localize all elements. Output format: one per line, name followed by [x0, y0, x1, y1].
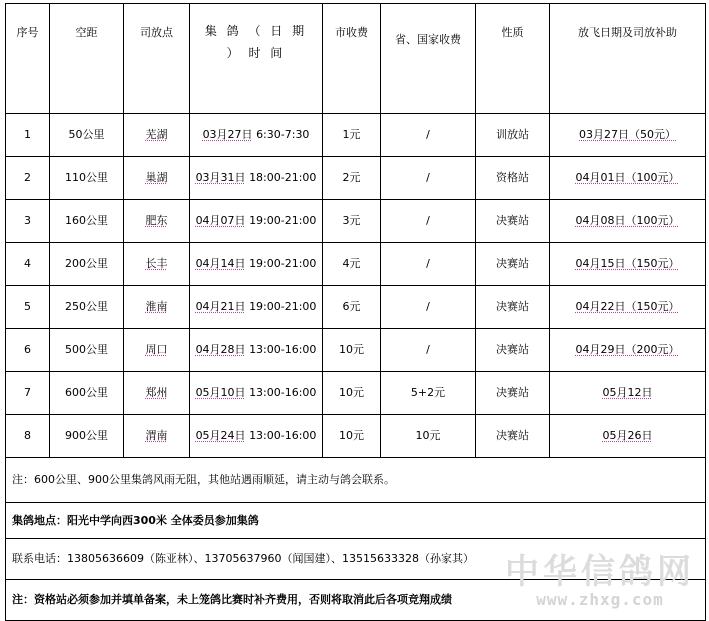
collect-date: 04月14日	[195, 257, 246, 270]
release-point-cell	[124, 243, 190, 286]
release-point-text: 渭南	[145, 429, 168, 442]
table-row	[6, 415, 706, 458]
table-row	[6, 329, 706, 372]
release-point-cell	[124, 200, 190, 243]
note-weather-row	[6, 458, 706, 503]
collect-date: 04月21日	[195, 300, 246, 313]
collect-time: 19:00-21:00	[249, 214, 317, 227]
release-point-cell	[124, 114, 190, 157]
collect-time: 19:00-21:00	[249, 300, 317, 313]
prov-fee-cell: /	[381, 157, 476, 200]
prov-fee-cell: /	[381, 286, 476, 329]
release-point-text: 郑州	[145, 386, 168, 399]
city-fee-cell: 6元	[323, 286, 381, 329]
collect-date: 04月07日	[195, 214, 246, 227]
release-point-text: 长丰	[145, 257, 168, 270]
table-row	[6, 243, 706, 286]
table-row	[6, 157, 706, 200]
header-release-date: 放飞日期及司放补助	[550, 4, 706, 114]
prov-fee-cell: /	[381, 243, 476, 286]
collect-time: 19:00-21:00	[249, 257, 317, 270]
seq-cell: 3	[6, 200, 50, 243]
header-nature: 性质	[476, 4, 550, 114]
release-date-cell	[550, 157, 706, 200]
header-city-fee: 市收费	[323, 4, 381, 114]
distance-cell: 160公里	[50, 200, 124, 243]
release-date-text: 04月22日（150元）	[575, 300, 680, 313]
table-row	[6, 286, 706, 329]
header-distance: 空距	[50, 4, 124, 114]
release-date-text: 04月08日（100元）	[575, 214, 680, 227]
seq-cell: 4	[6, 243, 50, 286]
nature-cell: 训放站	[476, 114, 550, 157]
note-weather: 注：600公里、900公里集鸽风雨无阻，其他站遇雨顺延，请主动与鸽会联系。	[6, 458, 706, 503]
prov-fee-cell: 5+2元	[381, 372, 476, 415]
note-contact: 联系电话：13805636609（陈亚林）、13705637960（闻国建）、13515633328（孙家其）	[6, 539, 706, 580]
city-fee-cell: 10元	[323, 329, 381, 372]
release-point-cell	[124, 415, 190, 458]
city-fee-cell: 1元	[323, 114, 381, 157]
city-fee-cell: 10元	[323, 415, 381, 458]
release-point-cell	[124, 157, 190, 200]
collect-time-cell	[190, 157, 323, 200]
release-date-cell	[550, 415, 706, 458]
collect-date: 05月24日	[195, 429, 246, 442]
collect-time: 13:00-16:00	[249, 429, 317, 442]
table-row	[6, 200, 706, 243]
collect-time-cell	[190, 114, 323, 157]
nature-cell: 决赛站	[476, 415, 550, 458]
city-fee-cell: 2元	[323, 157, 381, 200]
nature-cell: 决赛站	[476, 200, 550, 243]
collect-date: 03月27日	[202, 128, 253, 141]
header-prov-fee-text: 省、国家收费	[395, 33, 461, 46]
seq-cell: 1	[6, 114, 50, 157]
prov-fee-cell: /	[381, 329, 476, 372]
nature-cell: 决赛站	[476, 243, 550, 286]
prov-fee-cell: /	[381, 114, 476, 157]
release-point-text: 周口	[145, 343, 168, 356]
header-collect-time	[190, 4, 323, 114]
collect-time: 18:00-21:00	[249, 171, 317, 184]
note-location-row	[6, 503, 706, 539]
schedule-rows	[6, 114, 706, 458]
release-point-text: 巢湖	[145, 171, 168, 184]
release-date-text: 05月26日	[602, 429, 653, 442]
release-date-text: 04月01日（100元）	[575, 171, 680, 184]
collect-time-cell	[190, 243, 323, 286]
release-point-text: 肥东	[145, 214, 168, 227]
seq-cell: 2	[6, 157, 50, 200]
note-warning-row	[6, 580, 706, 621]
release-date-cell	[550, 329, 706, 372]
nature-cell: 资格站	[476, 157, 550, 200]
nature-cell: 决赛站	[476, 329, 550, 372]
seq-cell: 7	[6, 372, 50, 415]
release-date-cell	[550, 114, 706, 157]
table-row	[6, 372, 706, 415]
city-fee-cell: 3元	[323, 200, 381, 243]
release-date-text: 05月12日	[602, 386, 653, 399]
prov-fee-cell: /	[381, 200, 476, 243]
city-fee-cell: 4元	[323, 243, 381, 286]
collect-time-cell	[190, 200, 323, 243]
distance-cell: 200公里	[50, 243, 124, 286]
watermark-text: 中华信鸽网	[505, 552, 695, 592]
collect-time-cell	[190, 286, 323, 329]
distance-cell: 50公里	[50, 114, 124, 157]
nature-cell: 决赛站	[476, 286, 550, 329]
header-collect-time-text: 集 鸽 （ 日 期 ） 时 间	[204, 24, 308, 60]
release-date-cell	[550, 200, 706, 243]
collect-time-cell	[190, 372, 323, 415]
collect-time: 6:30-7:30	[256, 128, 310, 141]
seq-cell: 8	[6, 415, 50, 458]
release-point-text: 淮南	[145, 300, 168, 313]
race-schedule-table	[5, 3, 706, 621]
release-date-cell	[550, 286, 706, 329]
table-row	[6, 114, 706, 157]
collect-date: 03月31日	[195, 171, 246, 184]
collect-time-cell	[190, 329, 323, 372]
collect-date: 05月10日	[195, 386, 246, 399]
note-contact-row	[6, 539, 706, 580]
collect-time-cell	[190, 415, 323, 458]
distance-cell: 110公里	[50, 157, 124, 200]
note-warning: 注：资格站必须参加并填单备案，未上笼鸽比赛时补齐费用，否则将取消此后各项竞翔成绩	[6, 580, 706, 621]
header-row	[6, 4, 706, 114]
seq-cell: 6	[6, 329, 50, 372]
release-point-cell	[124, 329, 190, 372]
release-date-text: 04月29日（200元）	[575, 343, 680, 356]
nature-cell: 决赛站	[476, 372, 550, 415]
header-seq: 序号	[6, 4, 50, 114]
release-date-text: 04月15日（150元）	[575, 257, 680, 270]
note-location: 集鸽地点：阳光中学向西300米 全体委员参加集鸽	[6, 503, 706, 539]
release-point-cell	[124, 372, 190, 415]
collect-time: 13:00-16:00	[249, 343, 317, 356]
release-date-text: 03月27日（50元）	[579, 128, 676, 141]
distance-cell: 250公里	[50, 286, 124, 329]
seq-cell: 5	[6, 286, 50, 329]
collect-date: 04月28日	[195, 343, 246, 356]
distance-cell: 900公里	[50, 415, 124, 458]
release-point-cell	[124, 286, 190, 329]
watermark-url: www.zhxg.com	[536, 590, 664, 609]
release-date-cell	[550, 243, 706, 286]
prov-fee-cell: 10元	[381, 415, 476, 458]
distance-cell: 500公里	[50, 329, 124, 372]
header-prov-fee	[381, 4, 476, 114]
distance-cell: 600公里	[50, 372, 124, 415]
release-date-cell	[550, 372, 706, 415]
collect-time: 13:00-16:00	[249, 386, 317, 399]
release-point-text: 芜湖	[145, 128, 168, 141]
city-fee-cell: 10元	[323, 372, 381, 415]
header-release-point: 司放点	[124, 4, 190, 114]
